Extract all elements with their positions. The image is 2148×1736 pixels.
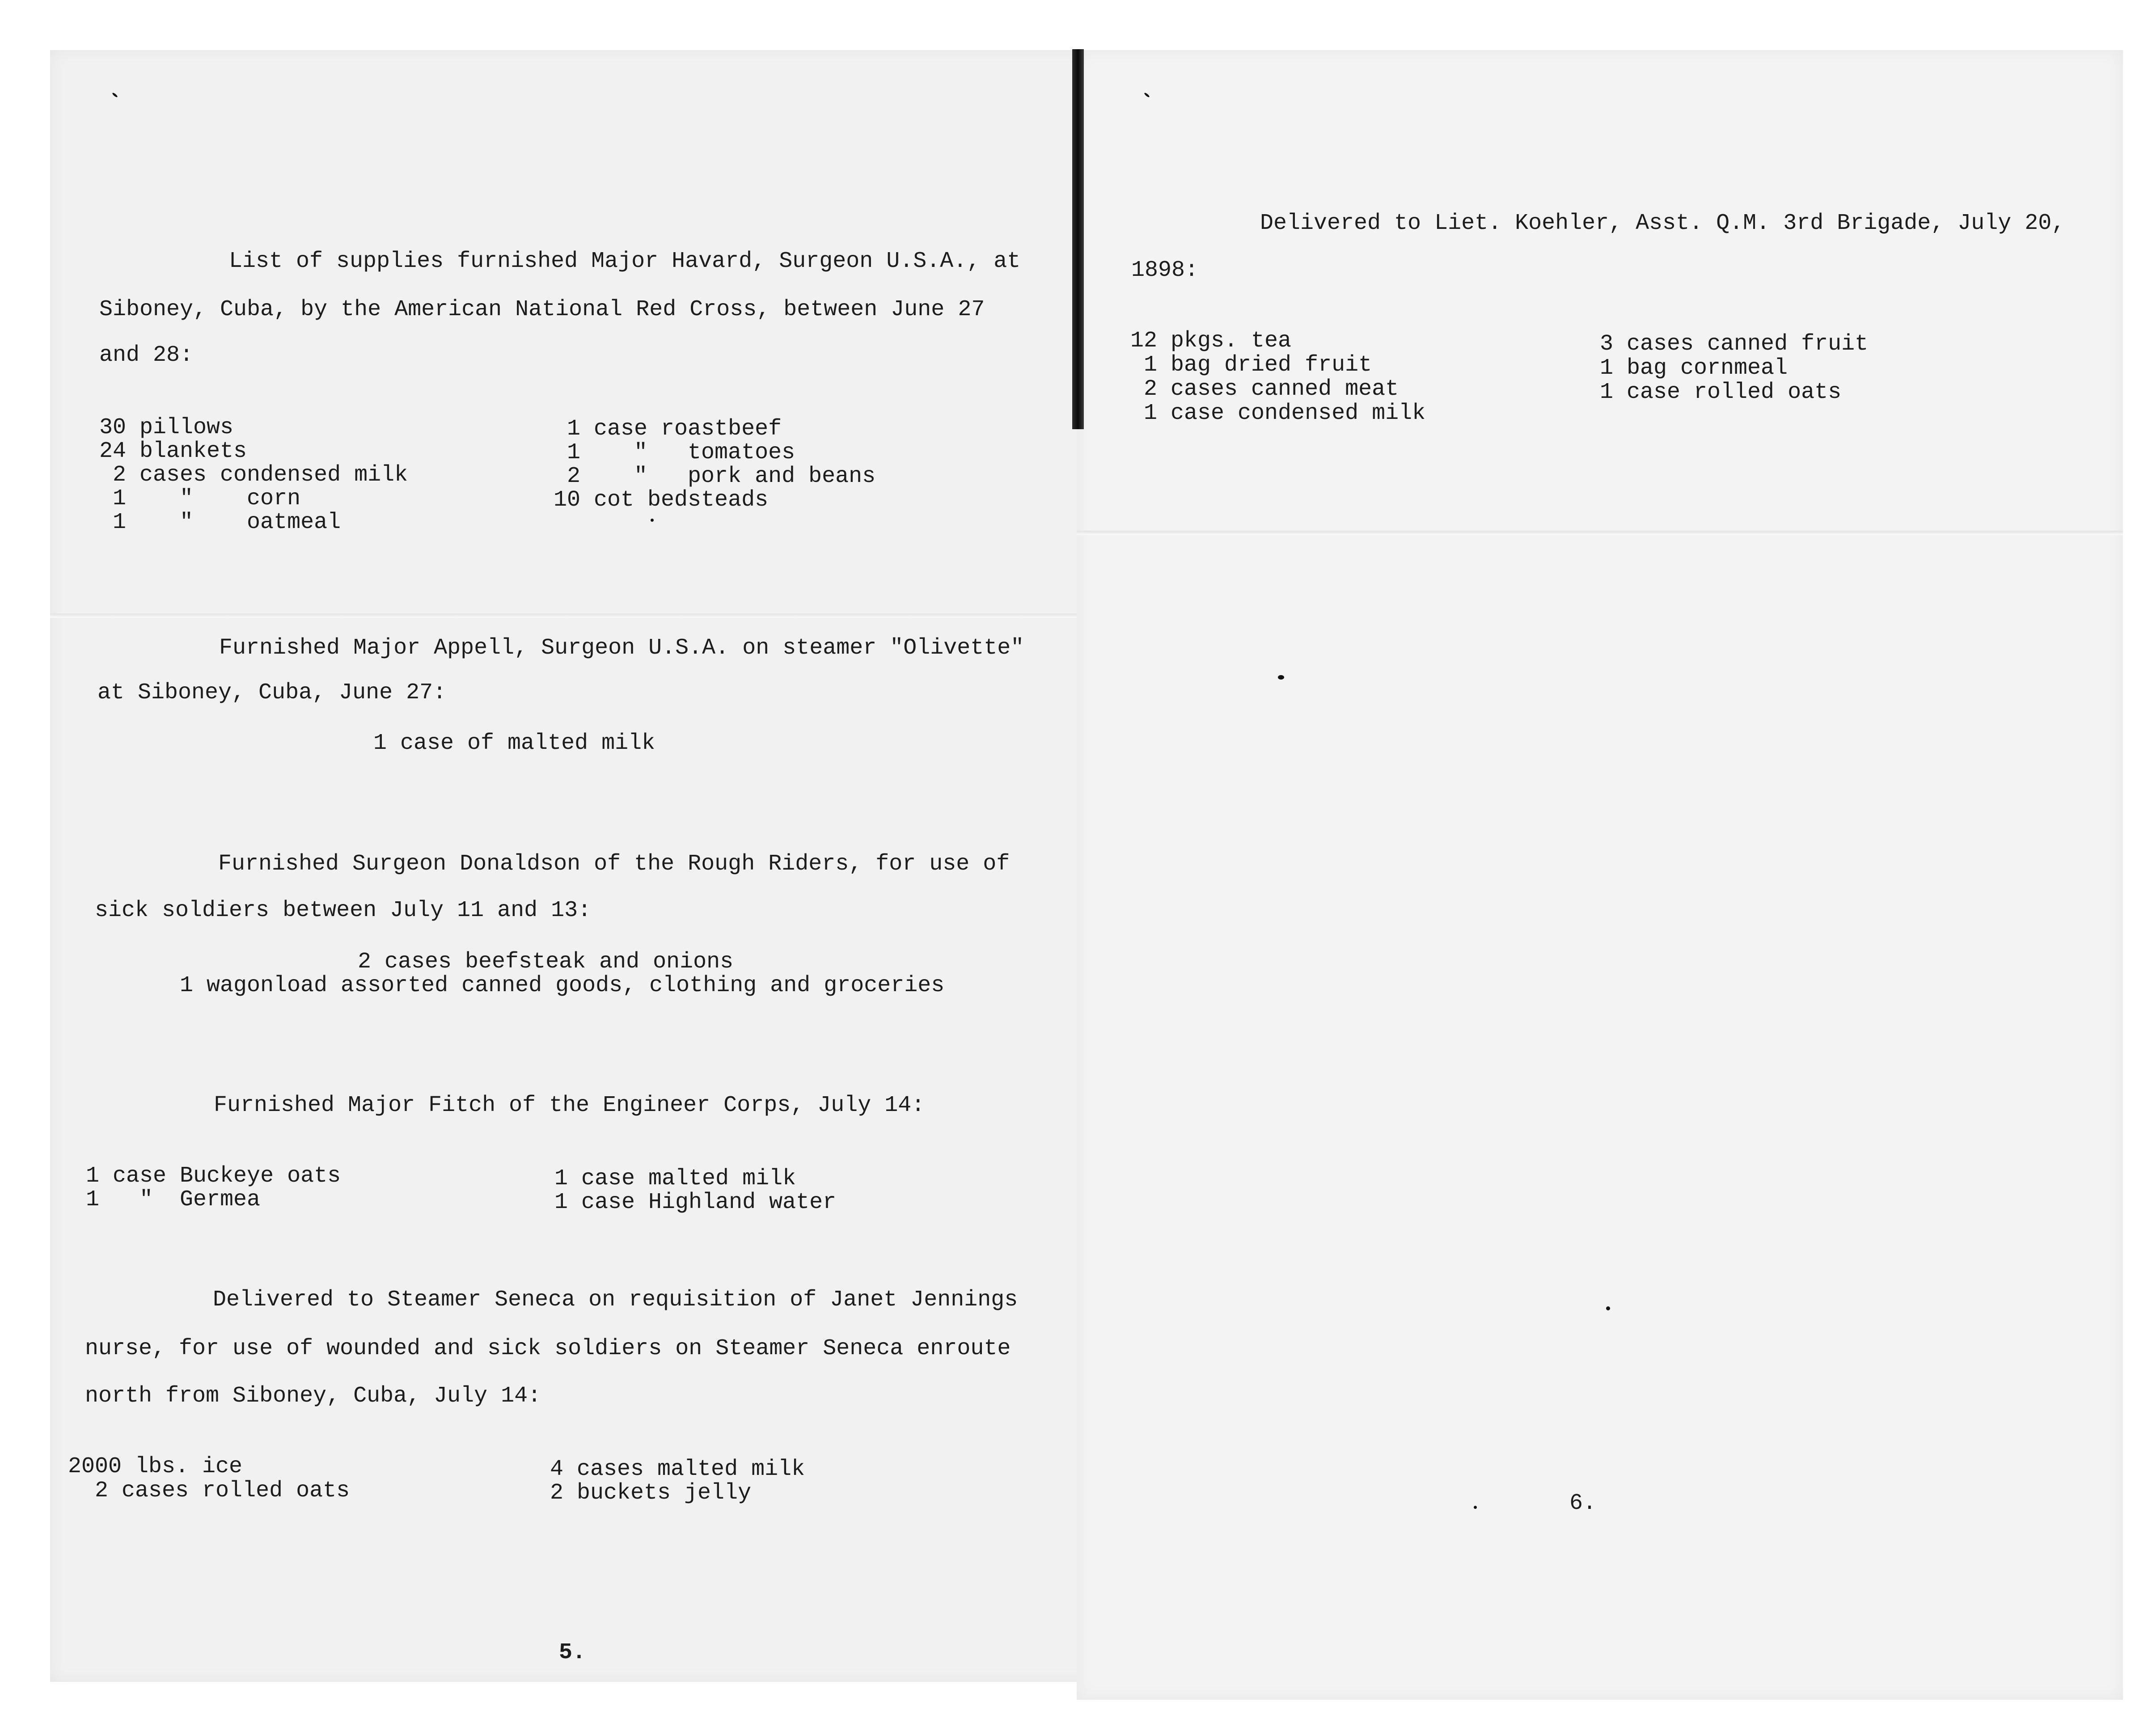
list-item: 2 buckets jelly <box>550 1480 752 1506</box>
list-item: 1 " corn <box>99 486 301 511</box>
ink-speck <box>1606 1306 1610 1310</box>
intro-line: List of supplies furnished Major Havard, Surgeon U.S.A., at <box>229 249 1021 274</box>
page-number: 6. <box>1569 1491 1597 1516</box>
list-item: 2 cases condensed milk <box>99 462 408 488</box>
page-number: 5. <box>559 1640 586 1665</box>
page-fold-line <box>1077 531 2123 535</box>
list-item: 2 cases canned meat <box>1130 376 1399 402</box>
list-item: 1 case roastbeef <box>567 416 782 442</box>
list-item: 1 case Highland water <box>554 1190 837 1215</box>
ink-speck <box>1474 1506 1477 1509</box>
list-item: 12 pkgs. tea <box>1130 328 1292 354</box>
ink-speck <box>651 519 654 522</box>
list-item: 2 cases beefsteak and onions <box>358 949 734 975</box>
list-item: 4 cases malted milk <box>550 1457 805 1482</box>
list-item: 1 case malted milk <box>554 1166 796 1191</box>
intro-line: 1898: <box>1131 258 1199 283</box>
list-item: 2 cases rolled oats <box>68 1478 350 1504</box>
intro-line: Siboney, Cuba, by the American National Red Cross, between June 27 <box>99 297 985 322</box>
list-item: 1 case rolled oats <box>1600 380 1842 405</box>
list-item: 1 bag cornmeal <box>1600 355 1788 381</box>
list-item: 1 " tomatoes <box>567 440 795 465</box>
list-item: 24 blankets <box>99 439 247 464</box>
right-page <box>1077 50 2123 1700</box>
intro-line: Delivered to Liet. Koehler, Asst. Q.M. 3rd Brigade, July 20, <box>1260 211 2065 236</box>
list-item: 2000 lbs. ice <box>68 1454 243 1479</box>
intro-line: Furnished Surgeon Donaldson of the Rough Riders, for use of <box>218 851 1010 877</box>
intro-line: at Siboney, Cuba, June 27: <box>97 680 447 705</box>
list-item: 1 case Buckeye oats <box>86 1163 341 1189</box>
list-item: 10 cot bedsteads <box>554 487 769 513</box>
list-item: 1 case condensed milk <box>1130 401 1426 426</box>
list-item: 2 " pork and beans <box>567 464 876 489</box>
page-fold-line <box>50 613 1095 618</box>
intro-line: north from Siboney, Cuba, July 14: <box>85 1383 541 1409</box>
intro-line: Furnished Major Fitch of the Engineer Corps, July 14: <box>214 1093 925 1118</box>
ink-speck <box>1278 675 1284 680</box>
intro-line: Furnished Major Appell, Surgeon U.S.A. on steamer "Olivette" <box>219 635 1024 661</box>
list-item: 1 case of malted milk <box>373 731 655 756</box>
intro-line: sick soldiers between July 11 and 13: <box>95 898 592 923</box>
intro-line: and 28: <box>99 342 194 368</box>
binding-shadow <box>1072 49 1084 429</box>
list-item: 1 wagonload assorted canned goods, clothing and groceries <box>180 973 945 998</box>
list-item: 30 pillows <box>99 415 234 440</box>
list-item: 1 " oatmeal <box>99 510 341 535</box>
list-item: 1 bag dried fruit <box>1130 352 1372 378</box>
intro-line: nurse, for use of wounded and sick soldiers on Steamer Seneca enroute <box>85 1336 1011 1361</box>
list-item: 3 cases canned fruit <box>1600 331 1869 357</box>
intro-line: Delivered to Steamer Seneca on requisition of Janet Jennings <box>213 1287 1018 1313</box>
list-item: 1 " Germea <box>86 1187 261 1212</box>
